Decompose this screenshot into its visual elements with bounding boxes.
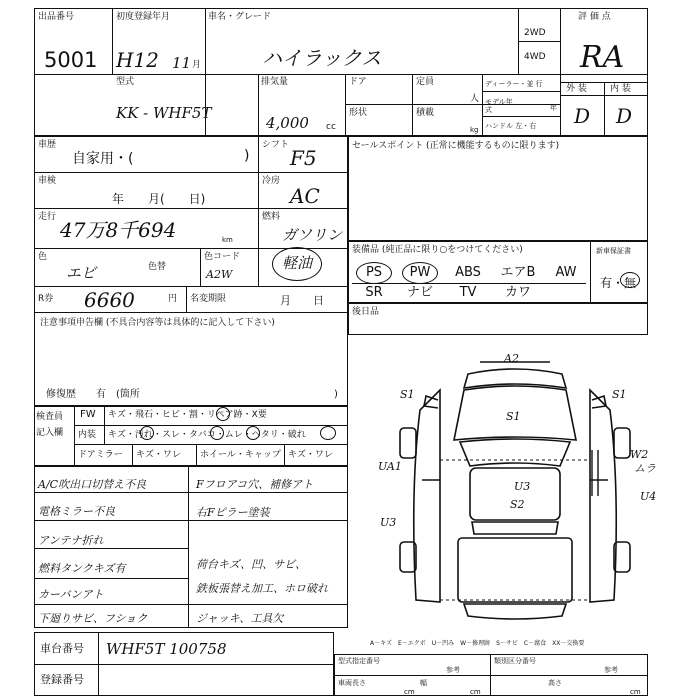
- entry-label: 記入欄: [36, 428, 64, 438]
- history-close: ): [244, 148, 250, 164]
- after-frame: [348, 303, 648, 335]
- km-unit: km: [222, 236, 233, 244]
- reg-label: 登録番号: [40, 673, 84, 686]
- year-unit: 年: [550, 104, 557, 112]
- interior-items: キズ・汚れ・スレ・タバコ・ムレ・ヘタリ・破れ: [108, 430, 306, 440]
- model-year-label: モデル年式: [485, 98, 513, 114]
- check-row3-0: ドアミラー: [78, 450, 123, 460]
- history-label: 車歴: [38, 140, 57, 150]
- new-car-label: 新車保証書: [596, 247, 631, 255]
- month-unit: 月: [192, 60, 202, 70]
- car-name-label: 車名・グレード: [208, 12, 272, 22]
- color-label: 色: [38, 252, 48, 262]
- first-reg-year: H12: [116, 48, 159, 72]
- mark-w2: W2: [630, 448, 649, 461]
- dim-height: 高さ: [548, 679, 562, 687]
- fw-items: キズ・飛石・ヒビ・割・リペア跡・X要: [108, 410, 267, 420]
- shift: F5: [290, 146, 317, 170]
- fw-label: FW: [80, 409, 96, 420]
- ref-label-2: 参考: [604, 666, 618, 674]
- mark-s1-center: S1: [506, 410, 521, 423]
- capacity-label: 定員: [416, 77, 435, 87]
- lot-no: 5001: [44, 48, 98, 72]
- repair-close: ): [334, 389, 338, 400]
- dim-width: 幅: [420, 679, 427, 687]
- mark-s1-right: S1: [612, 388, 627, 401]
- check-row3-3: キズ・ワレ: [288, 450, 333, 460]
- interior-note-0: Fフロアコ穴、補修アト: [196, 478, 314, 491]
- model: KK - WHF5T: [116, 104, 212, 122]
- inspection-label: 車検: [38, 176, 57, 186]
- repair-label: 修復歴 有 (箇所: [46, 389, 140, 400]
- first-reg-label: 初度登録年月: [116, 12, 171, 22]
- frame-number: WHF5T 100758: [106, 640, 227, 658]
- mark-ua1: UA1: [378, 460, 402, 473]
- new-car-text: 有・無: [600, 276, 637, 290]
- inspector-label: 検査員: [36, 412, 64, 422]
- mark-a2: A2: [504, 352, 519, 365]
- class-label: 類別区分番号: [494, 657, 536, 665]
- grade-label: 評 価 点: [578, 12, 611, 22]
- warranty: 月 日: [280, 294, 324, 307]
- cm-unit-3: cm: [630, 688, 641, 696]
- dealer-label: ディーラー・並 行: [485, 80, 543, 88]
- lot-no-label: 出品番号: [38, 12, 75, 22]
- mark-s2: S2: [510, 498, 525, 511]
- warranty-label: 名変期限: [190, 294, 227, 304]
- mark-u3-center: U3: [514, 480, 531, 493]
- equip-tv: TV: [459, 285, 477, 300]
- load-label: 積載: [416, 108, 435, 118]
- check-row3-2: ホイール・キャップ: [200, 450, 281, 460]
- shift-label: シフト: [262, 140, 290, 150]
- interior-grade: D: [616, 104, 633, 128]
- mark-u4: U4: [640, 490, 657, 503]
- color: エビ: [66, 264, 97, 282]
- interior-label: 内 装: [610, 84, 631, 94]
- history: 自家用・(: [72, 151, 134, 167]
- sales-frame: [348, 136, 648, 241]
- note-2: アンテナ折れ: [38, 534, 104, 547]
- ac: AC: [290, 184, 320, 208]
- fuel-diesel: 軽油: [282, 254, 313, 272]
- note-0: A/C吹出口切替え不良: [38, 478, 147, 491]
- interior-note-3: 鉄板張替え加工、ホロ破れ: [196, 582, 328, 595]
- note-4: カーバンアト: [38, 588, 104, 601]
- exterior-grade: D: [574, 104, 591, 128]
- fuel-label: 燃料: [262, 212, 281, 222]
- inspection: 年 月( 日): [112, 192, 206, 206]
- fuel: ガソリン: [282, 226, 343, 244]
- sales-label: セールスポイント (正常に機能するものに限ります): [352, 141, 560, 151]
- color-change-label: 色替: [148, 262, 167, 272]
- equipment-label: 装備品 (純正品に限り○をつけてください): [352, 245, 523, 255]
- notes-label: 注意事項申告欄 (不具合内容等は具体的に記入して下さい): [40, 318, 275, 328]
- equip-airbag: エアB: [500, 265, 536, 280]
- fuel-diesel-circle: [272, 247, 322, 281]
- recycle-label: R券: [38, 294, 54, 304]
- mark-u3-left: U3: [380, 516, 397, 529]
- first-reg-month: 11: [172, 54, 192, 72]
- mark-s1-left: S1: [400, 388, 415, 401]
- equip-navi: ナビ: [406, 285, 433, 300]
- model-label: 型式: [116, 77, 135, 87]
- equip-sr: SR: [365, 285, 383, 300]
- equip-leather: カワ: [504, 285, 531, 300]
- equip-ps: PS: [365, 265, 383, 280]
- frame-label: 車台番号: [40, 642, 84, 655]
- cc-unit: cc: [326, 122, 336, 132]
- door-label: ドア: [349, 77, 367, 87]
- check-row3-1: キズ・ワレ: [136, 450, 181, 460]
- note-5: 下廻りサビ、フショク: [38, 612, 148, 625]
- drive-4wd: 4WD: [524, 52, 546, 62]
- handle-label: ハンドル 左・右: [485, 122, 537, 130]
- shape-label: 形状: [349, 108, 368, 118]
- equip-aw: AW: [555, 265, 577, 280]
- after-label: 後日品: [352, 307, 380, 317]
- cc-label: 排気量: [261, 77, 289, 87]
- interior-note-2: 荷台キズ、凹、サビ、: [196, 558, 306, 571]
- equip-pw: PW: [409, 265, 431, 280]
- car-name: ハイラックス: [262, 46, 382, 70]
- note-3: 燃料タンクキズ有: [38, 562, 126, 575]
- grade: RA: [580, 40, 625, 75]
- exterior-label: 外 装: [566, 84, 587, 94]
- color-code: A2W: [206, 268, 233, 281]
- color-code-label: 色コード: [204, 252, 241, 262]
- recycle-unit: 円: [168, 294, 178, 304]
- damage-legend: A－キズ E－エクボ U－凹み W－修理跡 S－サビ C－腐食 XX－交換要: [370, 640, 585, 647]
- cm-unit-2: cm: [470, 688, 481, 696]
- model-cat-label: 型式指定番号: [338, 657, 380, 665]
- note-1: 電格ミラー不良: [38, 505, 115, 518]
- mileage: 47万8千694: [60, 218, 177, 242]
- capacity-unit: 人: [470, 94, 480, 104]
- ref-label-1: 参考: [446, 666, 460, 674]
- equip-abs: ABS: [455, 265, 481, 280]
- ac-label: 冷房: [262, 176, 281, 186]
- drive-2wd: 2WD: [524, 28, 546, 38]
- mark-mura: ムラ: [634, 462, 656, 475]
- interior-check-label: 内装: [78, 430, 97, 440]
- cc: 4,000: [266, 114, 309, 132]
- dim-length: 車両長さ: [338, 679, 366, 687]
- cm-unit-1: cm: [404, 688, 415, 696]
- recycle: 6660: [84, 288, 135, 312]
- mileage-label: 走行: [38, 212, 57, 222]
- interior-note-4: ジャッキ、工具欠: [196, 612, 284, 625]
- interior-note-1: 右Fピラー塗装: [196, 506, 270, 519]
- load-unit: kg: [470, 126, 479, 134]
